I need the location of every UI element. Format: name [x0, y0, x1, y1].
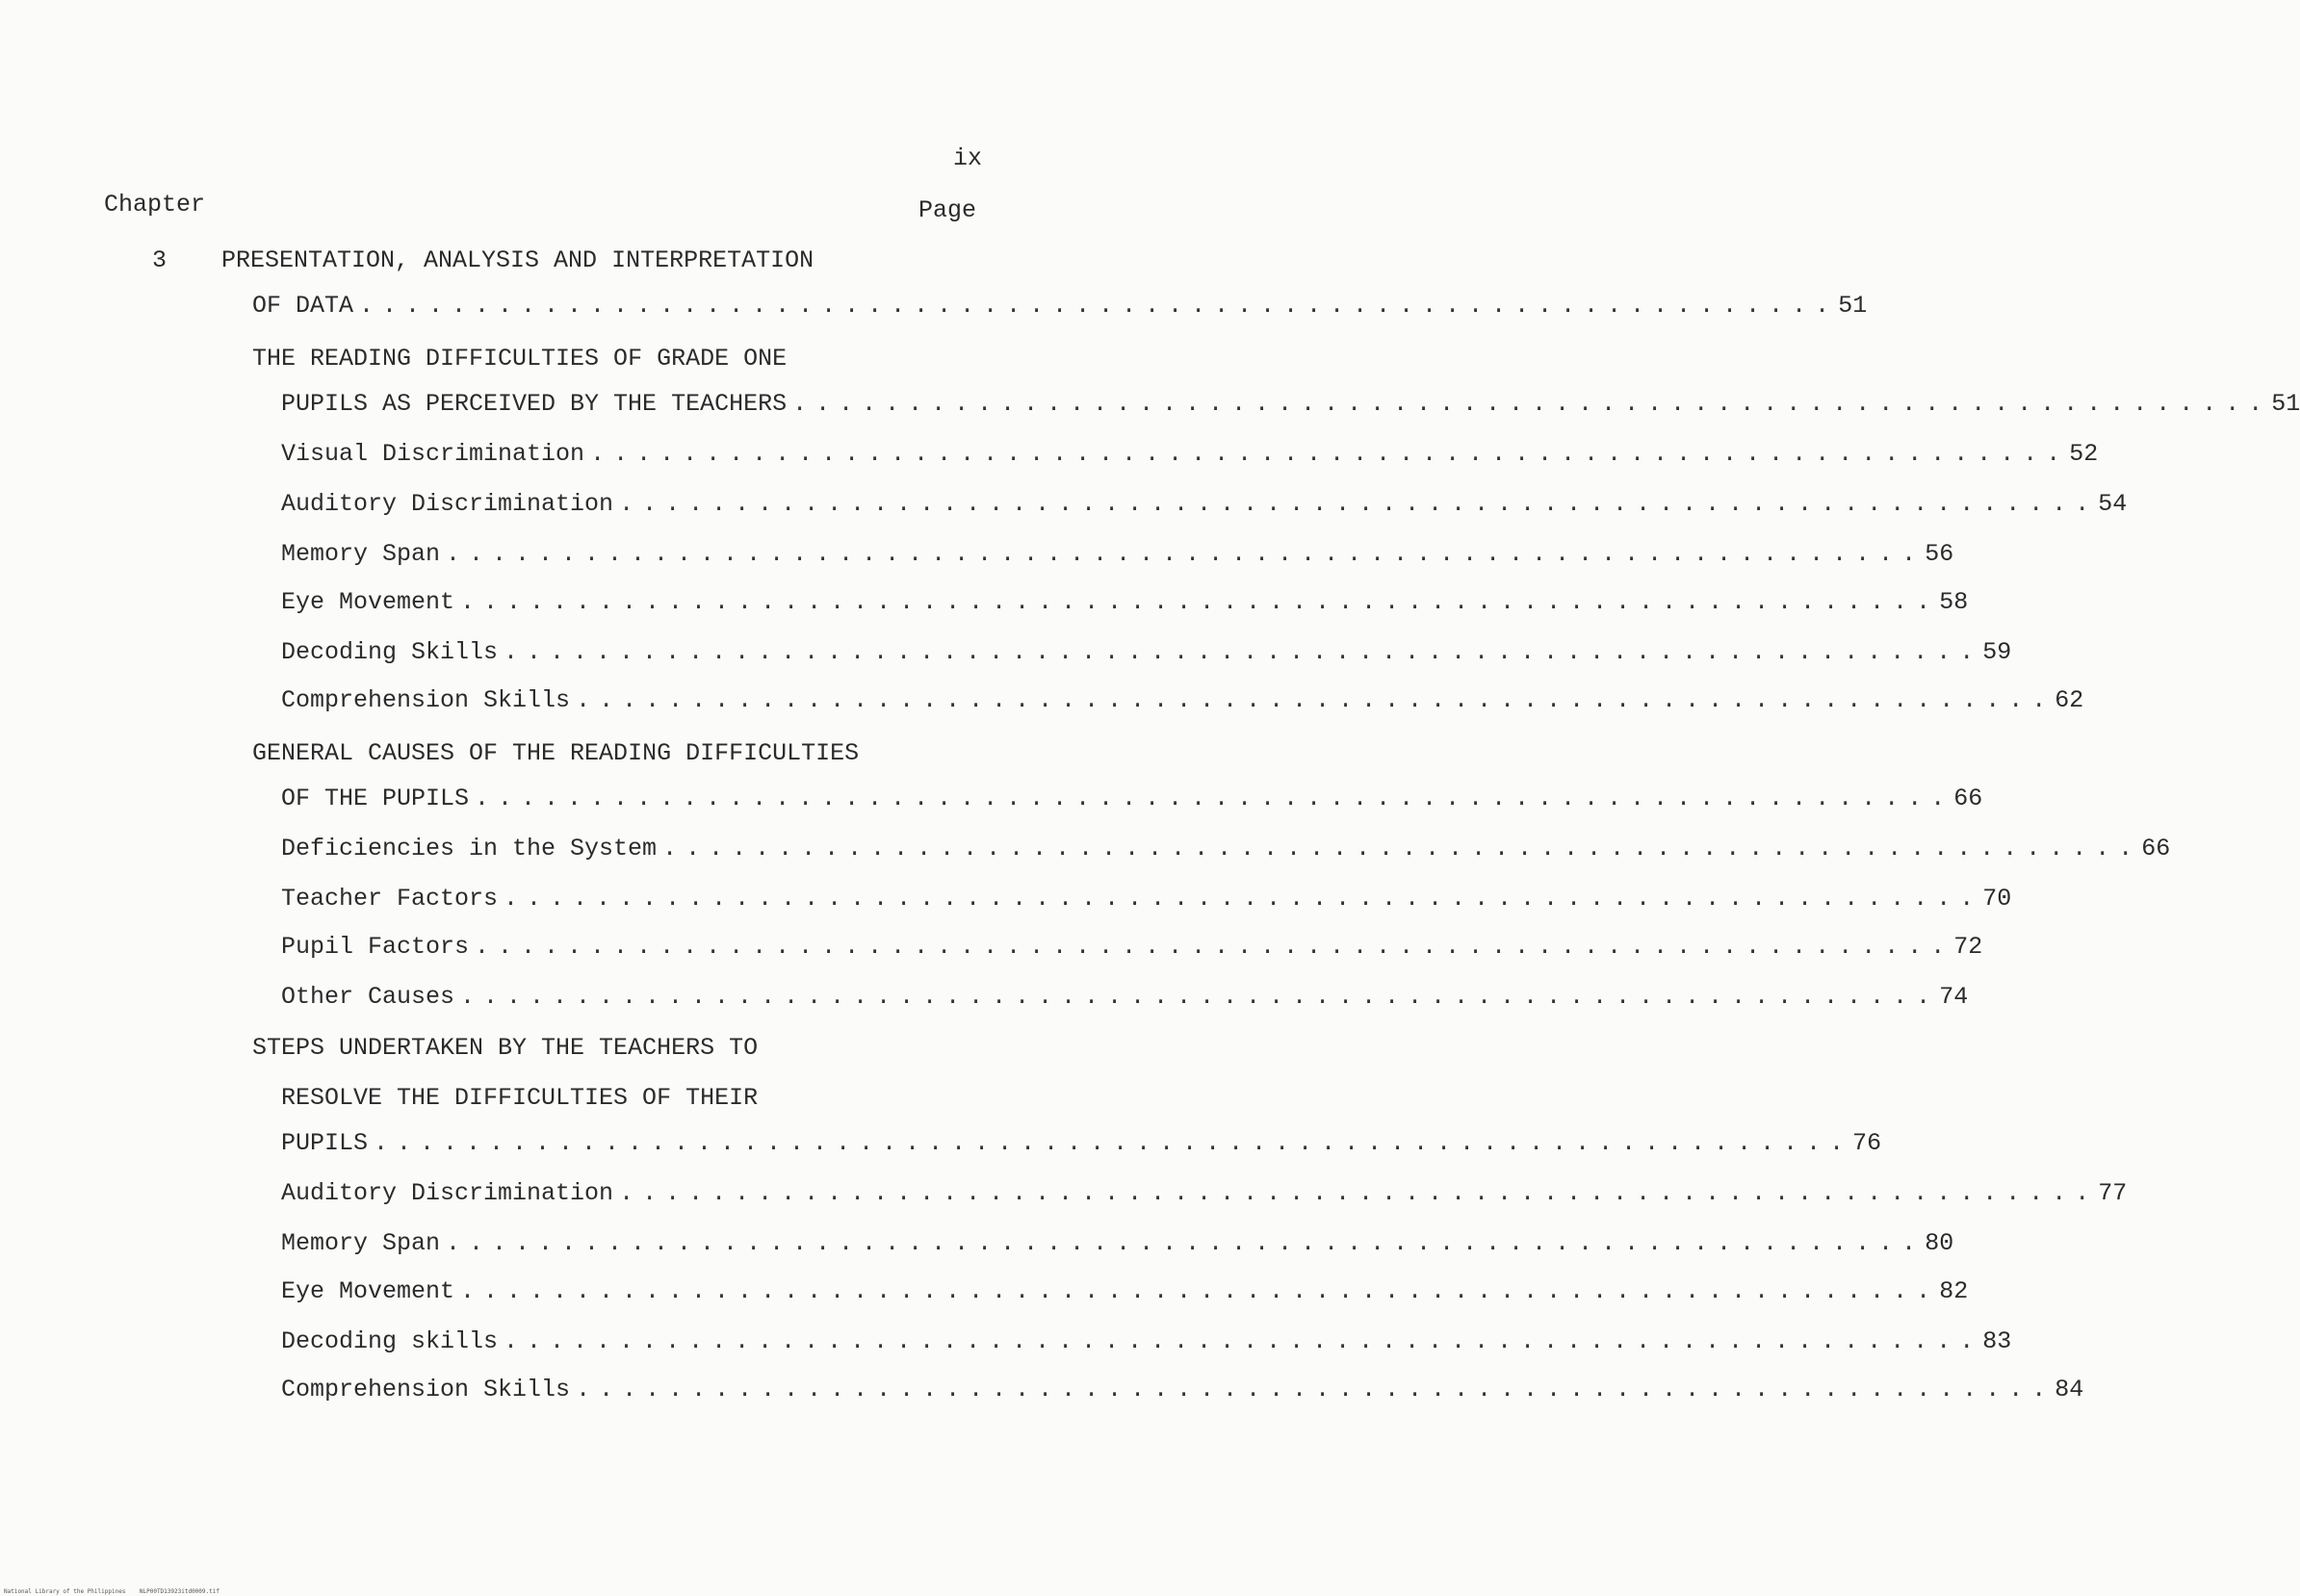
- toc-label: Decoding Skills: [281, 638, 499, 666]
- toc-row: [281, 581, 1969, 616]
- toc-row: [281, 533, 1954, 568]
- toc-page: 62: [2054, 686, 2084, 714]
- toc-row: [281, 878, 2012, 913]
- toc-page: 84: [2054, 1376, 2084, 1403]
- toc-label: Eye Movement: [281, 1277, 455, 1305]
- dot-leader: ................................................................: [662, 835, 2142, 862]
- toc-row: [281, 1369, 2084, 1403]
- toc-page: 72: [1953, 933, 1983, 961]
- dot-leader: ................................................................: [460, 1277, 1940, 1305]
- toc-label: Comprehension Skills: [281, 1376, 571, 1403]
- toc-page: 66: [2141, 835, 2171, 862]
- chapter-column-header: Chapter: [104, 191, 206, 219]
- chapter-number: 3: [152, 246, 168, 274]
- section-heading: GENERAL CAUSES OF THE READING DIFFICULTIES: [252, 739, 860, 767]
- toc-label: Memory Span: [281, 1229, 441, 1257]
- section-heading: STEPS UNDERTAKEN BY THE TEACHERS TO: [252, 1034, 759, 1062]
- section-heading-continued: RESOLVE THE DIFFICULTIES OF THEIR: [281, 1084, 759, 1112]
- scan-footer: National Library of the Philippines NLP00TD13923itd0009.tif: [4, 1588, 220, 1595]
- dot-leader: ................................................................: [374, 1129, 1853, 1157]
- toc-page: 74: [1939, 983, 1969, 1011]
- toc-row: [281, 976, 1969, 1011]
- dot-leader: ................................................................: [460, 983, 1940, 1011]
- toc-label: Pupil Factors: [281, 933, 470, 961]
- toc-page: 82: [1939, 1277, 1969, 1305]
- dot-leader: ................................................................: [576, 1376, 2055, 1403]
- toc-label: Visual Discrimination: [281, 440, 585, 468]
- toc-row: [281, 433, 2099, 468]
- dot-leader: ................................................................: [792, 390, 2272, 418]
- toc-label: Memory Span: [281, 540, 441, 568]
- toc-row: [281, 1271, 1969, 1305]
- toc-page: 52: [2069, 440, 2099, 468]
- toc-label: Deficiencies in the System: [281, 835, 658, 862]
- toc-page: 56: [1925, 540, 1954, 568]
- toc-page: 77: [2098, 1179, 2128, 1207]
- toc-page: 51: [2271, 390, 2300, 418]
- toc-label: Comprehension Skills: [281, 686, 571, 714]
- dot-leader: ................................................................: [504, 1327, 1983, 1355]
- dot-leader: ................................................................: [446, 1229, 1925, 1257]
- dot-leader: ................................................................: [619, 490, 2099, 518]
- dot-leader: ................................................................: [504, 638, 1983, 666]
- toc-row: [281, 1223, 1954, 1257]
- toc-row-chapter-title: [252, 285, 1868, 320]
- dot-leader: ................................................................: [576, 686, 2055, 714]
- page-column-header: Page: [918, 196, 977, 224]
- toc-row: [281, 926, 1983, 961]
- toc-row-section-heading: [281, 383, 2300, 418]
- toc-label: PUPILS AS PERCEIVED BY THE TEACHERS: [281, 390, 788, 418]
- section-heading: THE READING DIFFICULTIES OF GRADE ONE: [252, 345, 788, 373]
- toc-label: OF THE PUPILS: [281, 785, 470, 812]
- toc-label: Decoding skills: [281, 1327, 499, 1355]
- toc-row: [281, 828, 2171, 862]
- dot-leader: ................................................................: [475, 785, 1954, 812]
- toc-label: Auditory Discrimination: [281, 490, 614, 518]
- toc-page: 58: [1939, 588, 1969, 616]
- page-number: ix: [953, 144, 983, 172]
- toc-label: Auditory Discrimination: [281, 1179, 614, 1207]
- toc-row: [281, 1172, 2128, 1207]
- toc-label: Eye Movement: [281, 588, 455, 616]
- toc-row: [281, 680, 2084, 714]
- dot-leader: ................................................................: [504, 885, 1983, 913]
- toc-page: 66: [1953, 785, 1983, 812]
- dot-leader: ................................................................: [619, 1179, 2099, 1207]
- toc-page: 76: [1852, 1129, 1882, 1157]
- toc-row-section-heading: [281, 778, 1983, 812]
- toc-page: 83: [1982, 1327, 2012, 1355]
- toc-label: Teacher Factors: [281, 885, 499, 913]
- toc-page: 70: [1982, 885, 2012, 913]
- toc-row: [281, 1321, 2012, 1355]
- toc-row: [281, 631, 2012, 666]
- dot-leader: ................................................................: [475, 933, 1954, 961]
- toc-row: [281, 483, 2128, 518]
- toc-page: 80: [1925, 1229, 1954, 1257]
- toc-label: PUPILS: [281, 1129, 369, 1157]
- dot-leader: ................................................................: [446, 540, 1925, 568]
- toc-page: 59: [1982, 638, 2012, 666]
- toc-page: 54: [2098, 490, 2128, 518]
- toc-page: 51: [1838, 292, 1868, 320]
- dot-leader: ................................................................: [590, 440, 2070, 468]
- dot-leader: ................................................................: [359, 292, 1839, 320]
- toc-label: Other Causes: [281, 983, 455, 1011]
- chapter-title-line: PRESENTATION, ANALYSIS AND INTERPRETATION: [221, 246, 814, 274]
- dot-leader: ................................................................: [460, 588, 1940, 616]
- toc-row-section-heading: [281, 1122, 1882, 1157]
- toc-label: OF DATA: [252, 292, 354, 320]
